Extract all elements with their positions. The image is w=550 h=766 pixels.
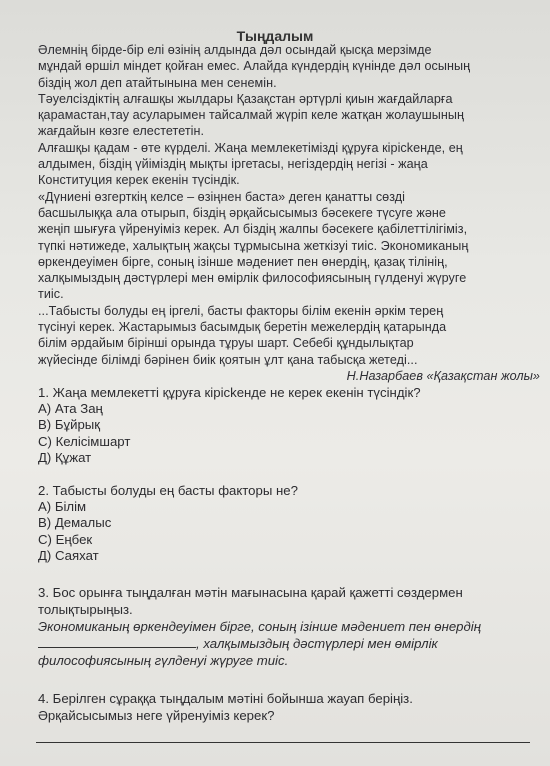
question-text: 3. Бос орынға тыңдалған мәтін мағынасына қарай қажетті сөздермен bbox=[38, 585, 463, 600]
answer-option: Д) Саяхат bbox=[38, 548, 99, 564]
answer-option: В) Демалыс bbox=[38, 515, 112, 531]
question-text: толықтырыңыз. bbox=[38, 602, 133, 617]
passage-line: жағдайын көзге елестететін. bbox=[38, 124, 205, 139]
passage-line: білім әрдайым бірінші орында тұруы шарт. Себебі құндылықтар bbox=[38, 336, 414, 351]
passage-line: жеңіп шығуға үйренуіміз керек. Ал біздің жалпы бәсекеге қабілеттілігіміз, bbox=[38, 222, 468, 237]
passage-line: мұндай өршіл міндет қойған емес. Алайда күндердің күнінде дәл осының bbox=[38, 59, 471, 74]
fill-in-sentence bbox=[38, 635, 548, 652]
question-text: 1. Жаңа мемлекетті құруға кірісkенде не керек екенін түсіндік? bbox=[38, 385, 421, 400]
fill-in-sentence: Экономиканың өркендеуімен бірге, соның ізінше мәдениет пен өнердің bbox=[38, 619, 481, 634]
passage-line: өркендеуімен бірге, соның ізінше мәдениет пен өнердің, қазақ тілінің, bbox=[38, 254, 448, 269]
passage-line: түпкі нәтижеде, халықтың жақсы тұрмысына жеткізуі тиіс. Экономиканың bbox=[38, 238, 469, 253]
answer-option: В) Бұйрық bbox=[38, 417, 101, 433]
passage-line: «Дүниені өзгерткің келсе – өзіңнен баста» деген қанатты сөзді bbox=[38, 189, 406, 204]
question-1 bbox=[38, 384, 548, 467]
passage-line: Алғашқы қадам - өте күрделі. Жаңа мемлекетімізді құруға кірісkенде, ең bbox=[38, 140, 463, 155]
question-2 bbox=[38, 482, 548, 565]
passage-line: халқымыздың дәстүрлері мен өмірлік философиясының гүлденуі жүруге bbox=[38, 271, 467, 286]
fill-in-sentence: философиясының гүлденуі жүруге тиіс. bbox=[38, 653, 289, 668]
question-text: 4. Берілген сұраққа тыңдалым мәтіні бойынша жауап беріңіз. bbox=[38, 691, 413, 706]
answer-option: С) Келісімшарт bbox=[38, 433, 131, 449]
blank-line[interactable] bbox=[38, 647, 196, 648]
passage-line: түсінуі керек. Жастарымыз басымдық беретін межелердің қатарында bbox=[38, 320, 447, 335]
fill-in-text: , халқымыздың дәстүрлері мен өмірлік bbox=[196, 636, 438, 651]
reading-passage bbox=[38, 42, 546, 384]
passage-line: жүйесінде білімді бәрінен биік қоятын ұлт қана табысқа жетеді... bbox=[38, 352, 418, 367]
question-4 bbox=[38, 690, 548, 724]
passage-line: алдымен, біздің үйіміздің мықты іргетасы, негіздердің негізі - жаңа bbox=[38, 157, 428, 172]
answer-option: С) Еңбек bbox=[38, 531, 93, 547]
answer-option: Д) Құжат bbox=[38, 450, 92, 466]
passage-line: Конституция керек екенін түсіндік. bbox=[38, 173, 240, 188]
passage-line: ...Табысты болуды ең іргелі, басты факторы білім екенін әркім терең bbox=[38, 303, 444, 318]
passage-line: қарамастан,тау асуларымен тайсалмай жүріп келе жатқан жолаушының bbox=[38, 108, 464, 123]
answer-line[interactable] bbox=[36, 742, 530, 743]
answer-option: А) Білім bbox=[38, 499, 87, 514]
page-title: Тыңдалым bbox=[236, 28, 314, 44]
passage-line: Тәуелсіздіктің алғашқы жылдары Қазақстан әртүрлі қиын жағдайларға bbox=[38, 91, 453, 106]
answer-option: А) Ата Заң bbox=[38, 401, 103, 416]
passage-line: тиіс. bbox=[38, 287, 64, 302]
passage-line: біздің жол деп атайтынына мен сенемін. bbox=[38, 75, 277, 90]
question-3 bbox=[38, 584, 548, 669]
passage-line: Әлемнің бірде-бір елі өзінің алдында дәл осындай қысқа мерзімде bbox=[38, 43, 432, 57]
question-text: Әрқайсысымыз неге үйренуіміз керек? bbox=[38, 708, 275, 723]
question-text: 2. Табысты болуды ең басты факторы не? bbox=[38, 483, 298, 498]
passage-line: басшылыққа ала отырып, біздің әрқайсысымыз бәсекеге түсуге және bbox=[38, 205, 446, 220]
attribution: Н.Назарбаев «Қазақстан жолы» bbox=[346, 368, 540, 383]
